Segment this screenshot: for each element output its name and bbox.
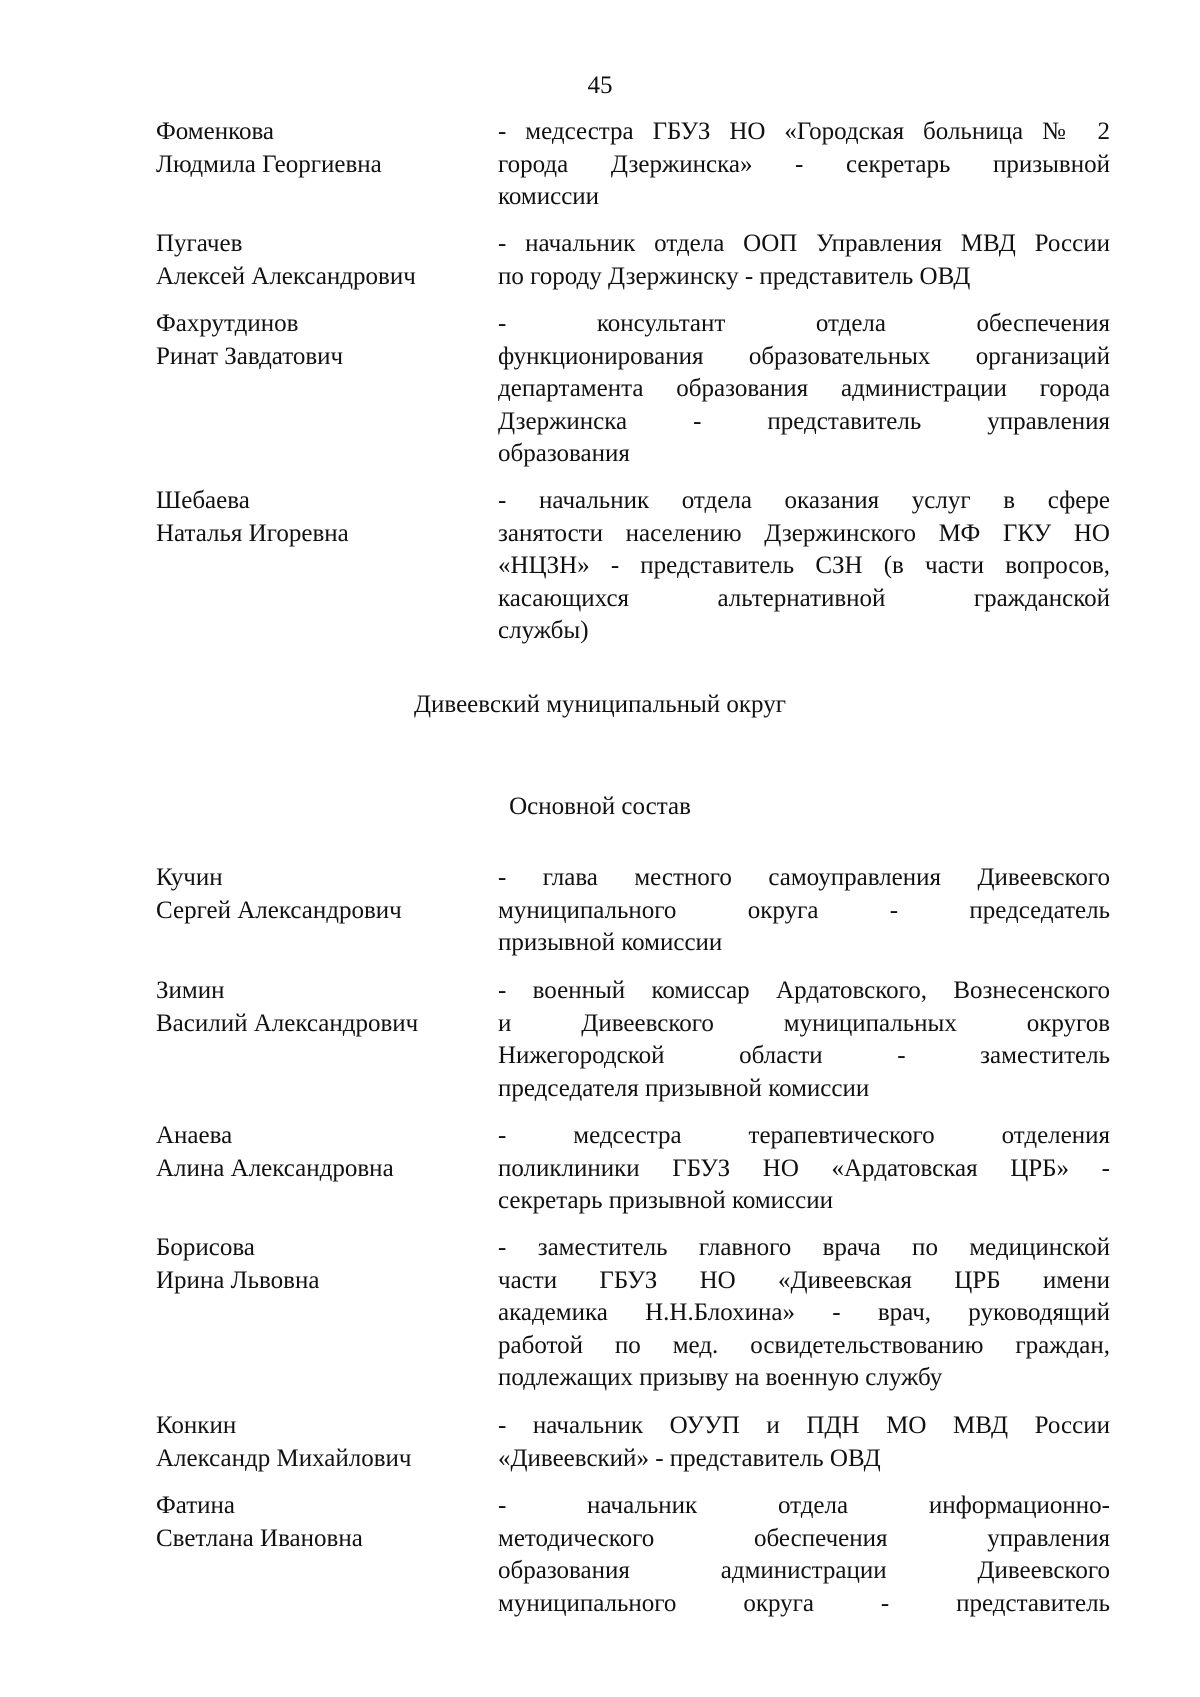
member-surname: Анаева [156,1122,233,1149]
role-line: поликлиники ГБУЗ НО «Ардатовская ЦРБ» - [498,1154,1110,1182]
member-name [156,1410,476,1475]
role-line: касающихся альтернативной гражданской [498,584,1110,612]
role-line: - военный комиссар Ардатовского, Вознесенского [498,977,1110,1004]
role-line: - глава местного самоуправления Дивеевского [498,864,1110,891]
member-given-names: Василий Александрович [156,1009,419,1037]
section-title: Дивеевский муниципальный округ [414,691,786,718]
member-surname: Фоменкова [156,118,275,145]
member-role [498,116,1110,214]
member-name [156,1232,476,1297]
member-surname: Зимин [156,977,225,1004]
member-given-names: Наталья Игоревна [156,519,349,547]
subsection-title: Основной состав [509,793,691,820]
member-name [156,228,476,293]
role-line: подлежащих призыву на военную службу [498,1364,943,1391]
member-given-names: Ринат Завдатович [156,342,344,370]
role-line: работой по мед. освидетельствованию граждан, [498,1331,1110,1359]
role-line: - медсестра ГБУЗ НО «Городская больница № 2 [498,118,1110,145]
role-line: - начальник отдела оказания услуг в сфере [498,487,1110,514]
role-line: Нижегородской области - заместитель [498,1042,1110,1069]
member-given-names: Светлана Ивановна [156,1524,363,1552]
member-surname: Конкин [156,1412,237,1439]
member-role [498,1120,1110,1218]
member-given-names: Ирина Львовна [156,1266,320,1294]
role-line: функционирования образовательных организаций [498,342,1110,370]
member-role [498,1490,1110,1620]
role-line: службы) [498,617,589,644]
role-line: муниципального округа - председатель [498,896,1110,924]
member-name [156,1490,476,1555]
role-line: и Дивеевского муниципальных округов [498,1009,1110,1037]
member-given-names: Алексей Александрович [156,262,416,290]
member-surname: Фахрутдинов [156,310,299,337]
member-given-names: Сергей Александрович [156,896,402,924]
role-line: города Дзержинска» - секретарь призывной [498,150,1110,178]
role-line: Дзержинска - представитель управления [498,407,1110,435]
member-given-names: Людмила Георгиевна [156,150,382,178]
member-role [498,485,1110,648]
role-line: «Дивеевский» - представитель ОВД [498,1444,881,1472]
role-line: муниципального округа - представитель [498,1589,1110,1617]
member-surname: Пугачев [156,230,243,257]
member-role [498,228,1110,293]
role-line: призывной комиссии [498,929,723,956]
role-line: академика Н.Н.Блохина» - врач, руководящий [498,1299,1110,1326]
role-line: «НЦЗН» - представитель СЗН (в части вопросов, [498,552,1110,579]
member-role [498,308,1110,471]
member-given-names: Александр Михайлович [156,1444,412,1472]
role-line: образования администрации Дивеевского [498,1557,1110,1584]
member-name [156,975,476,1040]
member-name [156,862,476,927]
member-name [156,485,476,550]
role-line: - начальник отдела ООП Управления МВД России [498,230,1110,257]
member-surname: Кучин [156,864,223,891]
role-line: - консультант отдела обеспечения [498,310,1110,337]
role-line: методического обеспечения управления [498,1524,1110,1552]
role-line: занятости населению Дзержинского МФ ГКУ НО [498,519,1110,547]
member-role [498,1410,1110,1475]
role-line: секретарь призывной комиссии [498,1187,834,1214]
role-line: - начальник отдела информационно- [498,1492,1110,1519]
member-name [156,116,476,181]
role-line: комиссии [498,183,600,210]
member-surname: Фатина [156,1492,235,1519]
role-line: по городу Дзержинску - представитель ОВД [498,262,971,290]
member-surname: Борисова [156,1234,255,1261]
member-role [498,1232,1110,1395]
member-role [498,975,1110,1105]
role-line: департамента образования администрации города [498,375,1110,402]
member-role [498,862,1110,960]
member-name [156,1120,476,1185]
member-given-names: Алина Александровна [156,1154,394,1182]
role-line: образования [498,440,630,467]
role-line: - заместитель главного врача по медицинской [498,1234,1110,1261]
role-line: председателя призывной комиссии [498,1074,870,1102]
page-number: 45 [587,72,613,99]
member-name [156,308,476,373]
role-line: - начальник ОУУП и ПДН МО МВД России [498,1412,1110,1439]
role-line: части ГБУЗ НО «Дивеевская ЦРБ имени [498,1266,1110,1294]
role-line: - медсестра терапевтического отделения [498,1122,1110,1149]
member-surname: Шебаева [156,487,250,514]
